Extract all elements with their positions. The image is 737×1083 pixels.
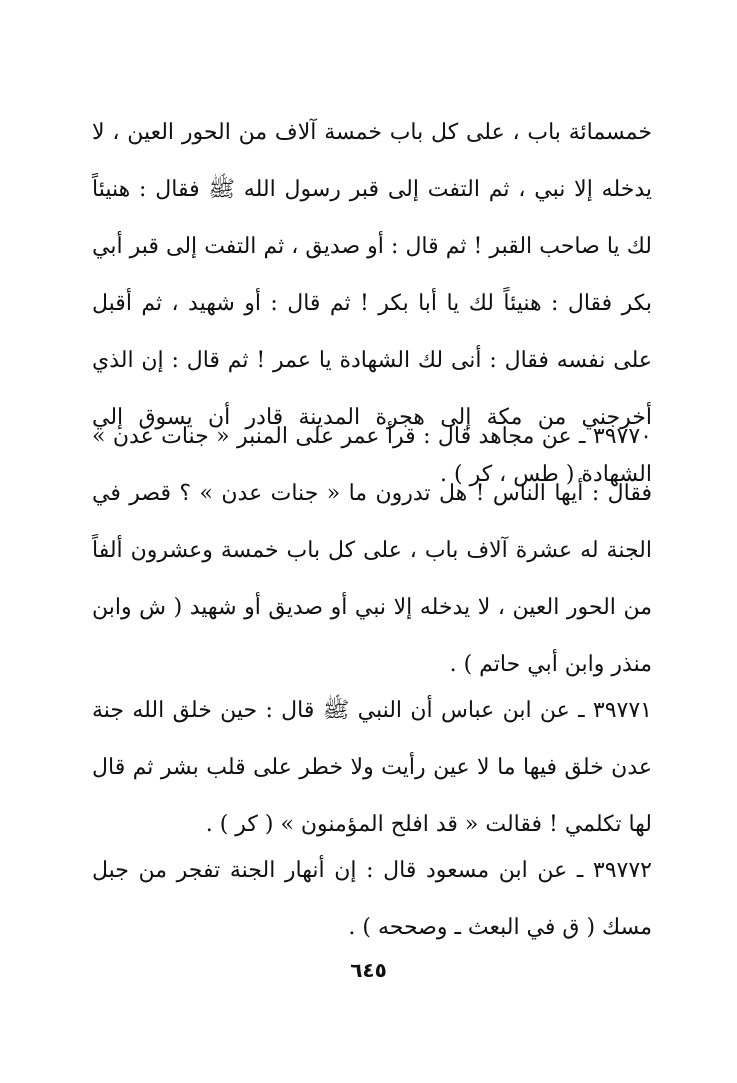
paragraph-continuation: خمسمائة باب ، على كل باب خمسة آلاف من الحور العين ، لا يدخله إلا نبي ، ثم التفت إلى قبر رسول الله ﷺ فقال : هنيئاً لك يا صاحب القبر ! ثم قال : أو صديق ، ثم التفت إلى قبر أبي بكر فقال : هنيئاً لك يا أبا بكر ! ثم قال : أو شهيد ، ثم أقبل على نفسه فقال : أنى لك الشهادة يا عمر ! ثم قال : إن الذي أخرجني من مكة إلى هجرة المدينة قادر أن يسوق إلي الشهادة ( طس ، كر ) . xyxy=(92,120,652,487)
hadith-39770: ٣٩٧٧٠ ـ عن مجاهد قال : قرأ عمر على المنبر « جنات عدن » فقال : أيها الناس ! هل تدرون ما « جنات عدن » ؟ قصر في الجنة له عشرة آلاف باب ، على كل باب خمسة وعشرون ألفاً من الحور العين ، لا يدخله إلا نبي أو صديق أو شهيد ( ش وابن منذر وابن أبي حاتم ) . xyxy=(92,424,652,677)
page-number: ٦٤٥ xyxy=(350,958,387,982)
hadith-39771: ٣٩٧٧١ ـ عن ابن عباس أن النبي ﷺ قال : حين خلق الله جنة عدن خلق فيها ما لا عين رأيت ولا خطر على قلب بشر ثم قال لها تكلمي ! فقالت « قد افلح المؤمنون » ( كر ) . xyxy=(92,698,652,837)
hadith-39772: ٣٩٧٧٢ ـ عن ابن مسعود قال : إن أنهار الجنة تفجر من جبل مسك ( ق في البعث ـ وصححه ) . xyxy=(92,858,652,940)
